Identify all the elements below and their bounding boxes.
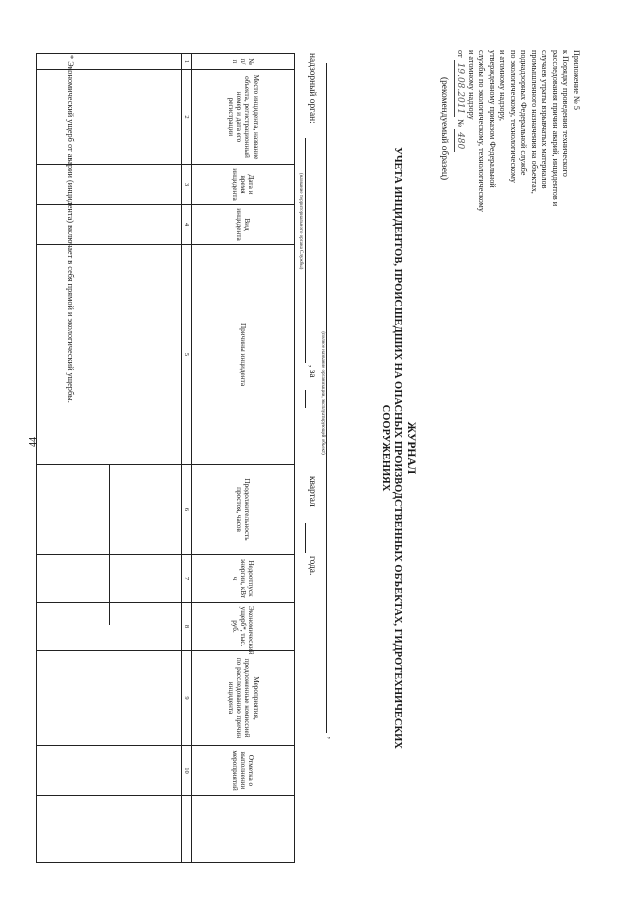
- data-cell[interactable]: [37, 651, 182, 746]
- table-row: [37, 54, 182, 863]
- number-prefix: №: [456, 119, 466, 128]
- header-cell: Отметка о выполнении мероприятий: [192, 746, 295, 796]
- title-line: СООРУЖЕНИЯХ: [379, 404, 391, 492]
- appendix-line: промышленного назначения на объектах,: [530, 50, 539, 194]
- appendix-line: утвержденному приказом Федеральной: [488, 50, 497, 188]
- data-cell[interactable]: [37, 165, 182, 205]
- header-cell: Дата и время инцидента: [192, 165, 295, 205]
- column-number: 6: [182, 465, 192, 555]
- order-date: 19.08.2011: [455, 60, 466, 118]
- order-number: 480: [455, 129, 466, 152]
- supervision-caption: (название территориального органа Службы): [298, 173, 303, 270]
- header-cell: Вид инцидента: [192, 205, 295, 245]
- year-label: года.: [307, 556, 317, 576]
- quarter-label: квартал: [307, 476, 317, 507]
- quarter-line[interactable]: [305, 390, 306, 408]
- journal-sheet: [35, 15, 595, 895]
- column-number: 5: [182, 245, 192, 465]
- appendix-block: [454, 50, 581, 280]
- appendix-line: расследования причин аварий, инцидентов и: [551, 50, 560, 207]
- data-cell[interactable]: [37, 245, 182, 465]
- sample-note: (рекомендуемый образец): [439, 77, 449, 181]
- column-number-row: [182, 54, 192, 863]
- appendix-line: службы по экологическому, технологическому: [477, 50, 487, 212]
- column-number: 2: [182, 70, 192, 165]
- org-name-line[interactable]: [326, 63, 339, 733]
- journal-title: [378, 43, 417, 853]
- data-cell[interactable]: [37, 746, 182, 796]
- appendix-line: Приложение № 5: [572, 50, 581, 110]
- page-number: 44: [28, 437, 39, 447]
- data-cell[interactable]: [37, 54, 182, 70]
- column-number: 1: [182, 54, 192, 70]
- column-number: 10: [182, 746, 192, 796]
- org-field: [319, 53, 339, 739]
- appendix-line: поднадзорных Федеральной службе: [519, 50, 529, 176]
- header-cell: № п/п: [192, 54, 295, 70]
- org-caption: (полное название организации, эксплуатирующей объект): [320, 331, 325, 455]
- header-cell: Продолжительность простоя, часов: [192, 465, 295, 555]
- date-prefix: от: [456, 50, 466, 58]
- column-number: 3: [182, 165, 192, 205]
- header-cell: Мероприятия, предложенные комиссией по расследованию причин инцидента: [192, 651, 295, 746]
- column-number-empty: [182, 796, 192, 863]
- title-line: УЧЕТА ИНЦИДЕНТОВ, ПРОИСШЕДШИХ НА ОПАСНЫХ ПРОИЗВОДСТВЕННЫХ ОБЪЕКТАХ, ГИДРОТЕХНИЧЕСКИХ: [392, 147, 404, 749]
- footnote: * Экономический ущерб от аварии (инцидента) включает в себя прямой и экологический ущербы.: [66, 55, 75, 403]
- org-comma: ,: [327, 736, 337, 739]
- header-cell: Причины инцидента: [192, 245, 295, 465]
- column-number: 4: [182, 205, 192, 245]
- appendix-line: и атомному надзору,: [498, 50, 508, 121]
- appendix-date-line: [454, 50, 466, 280]
- period-za: , за: [307, 365, 317, 378]
- footnote-rule: [109, 465, 110, 625]
- header-cell: Недоотпуск энергии, кВт ч: [192, 555, 295, 603]
- data-cell[interactable]: [37, 205, 182, 245]
- title-line: ЖУРНАЛ: [405, 421, 417, 475]
- supervision-label: надзорный орган:: [307, 53, 317, 124]
- year-line[interactable]: [305, 523, 306, 553]
- data-cell[interactable]: [37, 796, 182, 863]
- column-number: 9: [182, 651, 192, 746]
- data-cell[interactable]: [37, 70, 182, 165]
- appendix-line: к Порядку проведения технического: [561, 50, 571, 177]
- header-cell-empty: [192, 796, 295, 863]
- header-cell: Место инцидента, название объекта, регистрационный номер и дата его регистрации: [192, 70, 295, 165]
- appendix-line: случаев утраты взрывчатых материалов: [540, 50, 550, 189]
- column-number: 8: [182, 603, 192, 651]
- header-row: [192, 54, 295, 863]
- supervision-name-line[interactable]: [305, 138, 306, 363]
- appendix-line: по экологическому, технологическому: [509, 50, 518, 183]
- appendix-line: и атомному надзору: [467, 50, 476, 120]
- column-number: 7: [182, 555, 192, 603]
- header-cell: Экономический ущерб*, тыс. руб.: [192, 603, 295, 651]
